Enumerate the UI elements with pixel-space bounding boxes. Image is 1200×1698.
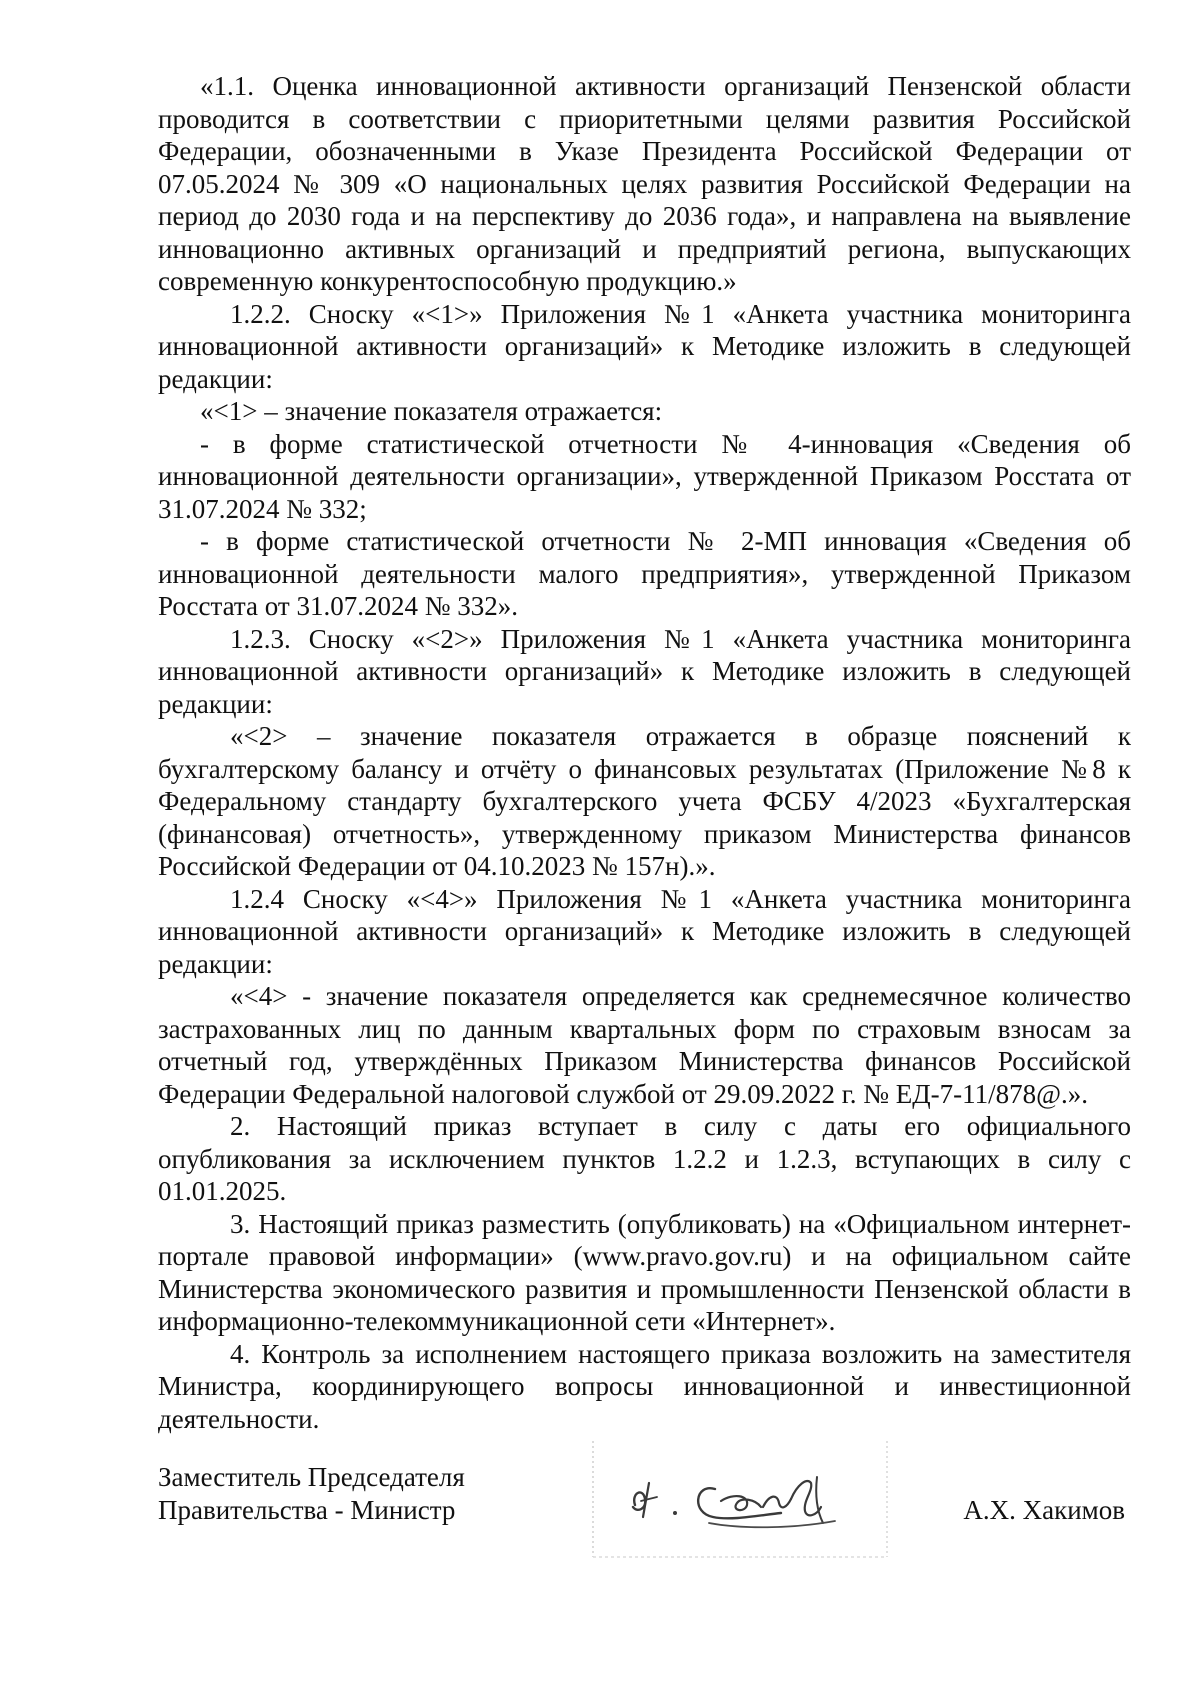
signatory-position xyxy=(158,1461,465,1527)
paragraph-1-1: «1.1. Оценка инновационной активности организаций Пензенской области проводится в соответствии с приоритетными целями развития Российской Федерации, обозначенными в Указе Президента Российской Федерации от 07.05.2024 № 309 «О национальных целях развития Российской Федерации на период до 2030 года и на перспективу до 2036 года», и направлена на выявление инновационно активных организаций и предприятий региона, выпускающих современную конкурентоспособную продукцию.» xyxy=(158,71,1131,296)
paragraph-footnote-4: «<4> - значение показателя определяется как среднемесячное количество застрахованных лиц по данным квартальных форм по страховым взносам за отчетный год, утверждённых Приказом Министерства финансов Российской Федерации Федеральной налоговой службой от 29.09.2022 г. № ЕД-7-11/878@.». xyxy=(158,981,1131,1109)
paragraph-footnote-1-item-b: - в форме статистической отчетности № 2-МП инновация «Сведения об инновационной деятельности малого предприятия», утвержденной Приказом Росстата от 31.07.2024 № 332». xyxy=(158,526,1131,621)
paragraph-1-2-4: 1.2.4 Сноску «<4>» Приложения №1 «Анкета участника мониторинга инновационной активности организаций» к Методике изложить в следующей редакции: xyxy=(158,883,1131,979)
document-body xyxy=(158,70,1131,1435)
signature-block xyxy=(158,1461,1131,1581)
signatory-name: А.Х. Хакимов xyxy=(963,1495,1125,1525)
signatory-position-line-1: Заместитель Председателя xyxy=(158,1462,465,1492)
paragraph-2: 2. Настоящий приказ вступает в силу с даты его официального опубликования за исключением пунктов 1.2.2 и 1.2.3, вступающих в силу с 01.01.2025. xyxy=(158,1111,1131,1206)
paragraph-footnote-1-item-a: - в форме статистической отчетности № 4-инновация «Сведения об инновационной деятельности организации», утвержденной Приказом Росстата от 31.07.2024 № 332; xyxy=(158,428,1131,524)
paragraph-4: 4. Контроль за исполнением настоящего приказа возложить на заместителя Министра, координирующего вопросы инновационной и инвестиционной деятельности. xyxy=(158,1338,1131,1434)
handwritten-signature xyxy=(591,1437,903,1561)
signatory-position-line-2: Правительства - Министр xyxy=(158,1495,456,1525)
paragraph-footnote-1-intro: «<1> – значение показателя отражается: xyxy=(200,396,663,426)
paragraph-1-2-3: 1.2.3. Сноску «<2>» Приложения №1 «Анкета участника мониторинга инновационной активности организаций» к Методике изложить в следующей редакции: xyxy=(158,623,1131,719)
paragraph-1-2-2: 1.2.2. Сноску «<1>» Приложения №1 «Анкета участника мониторинга инновационной активности организаций» к Методике изложить в следующей редакции: xyxy=(158,298,1131,394)
paragraph-3: 3. Настоящий приказ разместить (опубликовать) на «Официальном интернет-портале правовой информации» (www.pravo.gov.ru) и на официальном сайте Министерства экономического развития и промышленности Пензенской области в информационно-телекоммуникационной сети «Интернет». xyxy=(158,1208,1131,1336)
paragraph-footnote-2: «<2> – значение показателя отражается в образце пояснений к бухгалтерскому балансу и отчёту о финансовых результатах (Приложение №8 к Федеральному стандарту бухгалтерского учета ФСБУ 4/2023 «Бухгалтерская (финансовая) отчетность», утвержденному приказом Министерства финансов Российской Федерации от 04.10.2023 № 157н).». xyxy=(158,721,1131,881)
